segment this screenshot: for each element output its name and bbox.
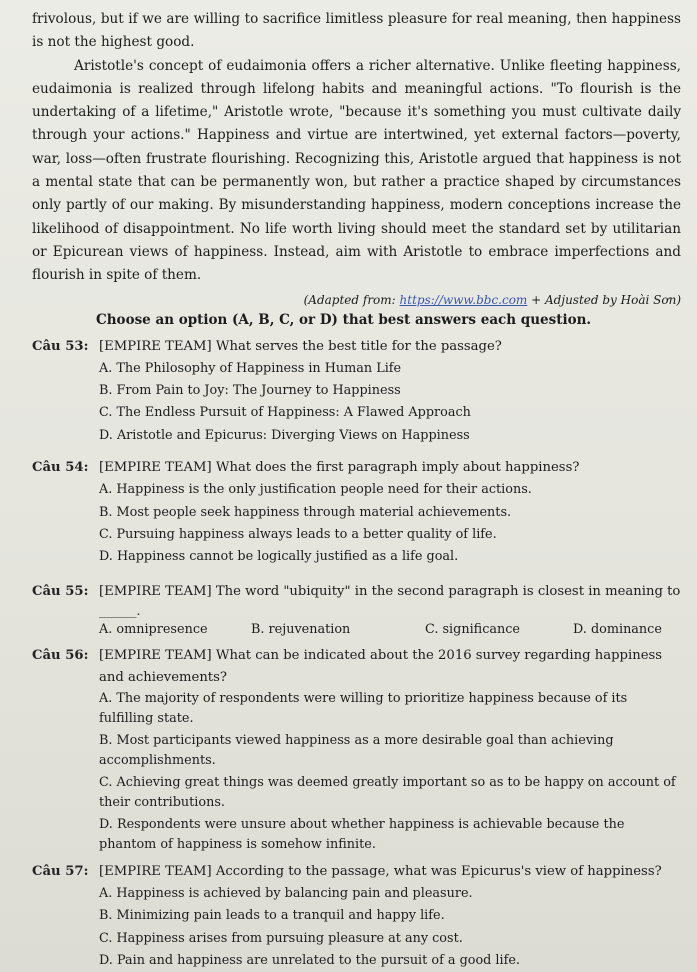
question-55 [32, 581, 681, 641]
option-a[interactable]: A. The Philosophy of Happiness in Human Life [99, 360, 402, 376]
question-stem: [EMPIRE TEAM] According to the passage, what was Epicurus's view of happiness? [99, 863, 662, 879]
option-a[interactable]: A. Happiness is the only justification people need for their actions. [99, 482, 532, 498]
option-d[interactable]: D. Respondents were unsure about whether happiness is achievable because the phantom of happiness is somehow infinite. [99, 816, 625, 852]
question-56 [32, 645, 681, 855]
option-b[interactable]: B. Minimizing pain leads to a tranquil and happy life. [99, 908, 445, 924]
option-b[interactable]: B. From Pain to Joy: The Journey to Happiness [99, 382, 401, 398]
option-d[interactable]: D. Aristotle and Epicurus: Diverging Views on Happiness [99, 427, 470, 443]
option-c[interactable]: C. Achieving great things was deemed greatly important so as to be happy on account of their contributions. [99, 774, 676, 810]
instruction-text: Choose an option (A, B, C, or D) that best answers each question. [96, 311, 592, 328]
source-prefix: (Adapted from: [303, 292, 400, 307]
source-suffix: + Adjusted by Hoài Sơn) [527, 292, 681, 307]
option-c[interactable]: C. Happiness arises from pursuing pleasure at any cost. [99, 930, 463, 946]
question-53 [32, 336, 681, 448]
option-c[interactable]: C. The Endless Pursuit of Happiness: A Flawed Approach [99, 405, 471, 421]
option-a[interactable]: A. omnipresence [99, 621, 208, 637]
option-b[interactable]: B. Most people seek happiness through material achievements. [99, 504, 512, 520]
question-stem: [EMPIRE TEAM] What serves the best title for the passage? [99, 338, 502, 354]
question-number: Câu 55: [32, 583, 89, 599]
question-stem: [EMPIRE TEAM] What can be indicated about the 2016 survey regarding happiness and achievements? [99, 647, 663, 685]
option-b[interactable]: B. rejuvenation [251, 621, 351, 637]
option-c[interactable]: C. Pursuing happiness always leads to a better quality of life. [99, 527, 497, 542]
question-stem: [EMPIRE TEAM] The word "ubiquity" in the second paragraph is closest in meaning to [99, 583, 681, 599]
question-number: Câu 54: [32, 460, 89, 476]
question-stem: [EMPIRE TEAM] What does the first paragraph imply about happiness? [99, 460, 580, 476]
question-number: Câu 56: [32, 647, 89, 663]
source-citation [32, 290, 681, 310]
passage-paragraph-2: Aristotle's concept of eudaimonia offers a richer alternative. Unlike fleeting happiness, eudaimonia is realized through lifelong habits and meaningful actions. "To flourish is the undertaking of a lifetime," Aristotle wrote, "because it's something you must cultivate daily through your actions." Happiness and virtue are intertwined, yet external factors—poverty, war, loss—often frustrate flourishing. Recognizing this, Aristotle argued that happiness is not a mental state that can be permanently won, but rather a practice shaped by circumstances only partly of our making. By misunderstanding happiness, modern conceptions increase the likelihood of disappointment. No life worth living should meet the standard set by utilitarian or Epicurean views of happiness. Instead, aim with Aristotle to embrace imperfections and flourish in spite of them. [32, 57, 681, 284]
option-d[interactable]: D. Pain and happiness are unrelated to the pursuit of a good life. [99, 953, 520, 969]
option-a[interactable]: A. Happiness is achieved by balancing pain and pleasure. [99, 885, 473, 901]
source-link[interactable]: https://www.bbc.com [399, 292, 528, 307]
option-a[interactable]: A. The majority of respondents were willing to prioritize happiness because of its fulfilling state. [99, 690, 628, 726]
option-c[interactable]: C. significance [425, 621, 520, 637]
option-b[interactable]: B. Most participants viewed happiness as a more desirable goal than achieving accomplishments. [99, 732, 614, 768]
option-d[interactable]: D. dominance [573, 621, 662, 637]
option-d[interactable]: D. Happiness cannot be logically justified as a life goal. [99, 549, 459, 565]
question-number: Câu 57: [32, 863, 89, 879]
question-number: Câu 53: [32, 338, 89, 354]
question-57 [32, 861, 681, 972]
answer-blank: ______. [99, 602, 141, 618]
passage-paragraph-1-tail: frivolous, but if we are willing to sacrifice limitless pleasure for real meaning, then happiness is not the highest good. [32, 11, 681, 51]
question-54 [32, 457, 681, 569]
